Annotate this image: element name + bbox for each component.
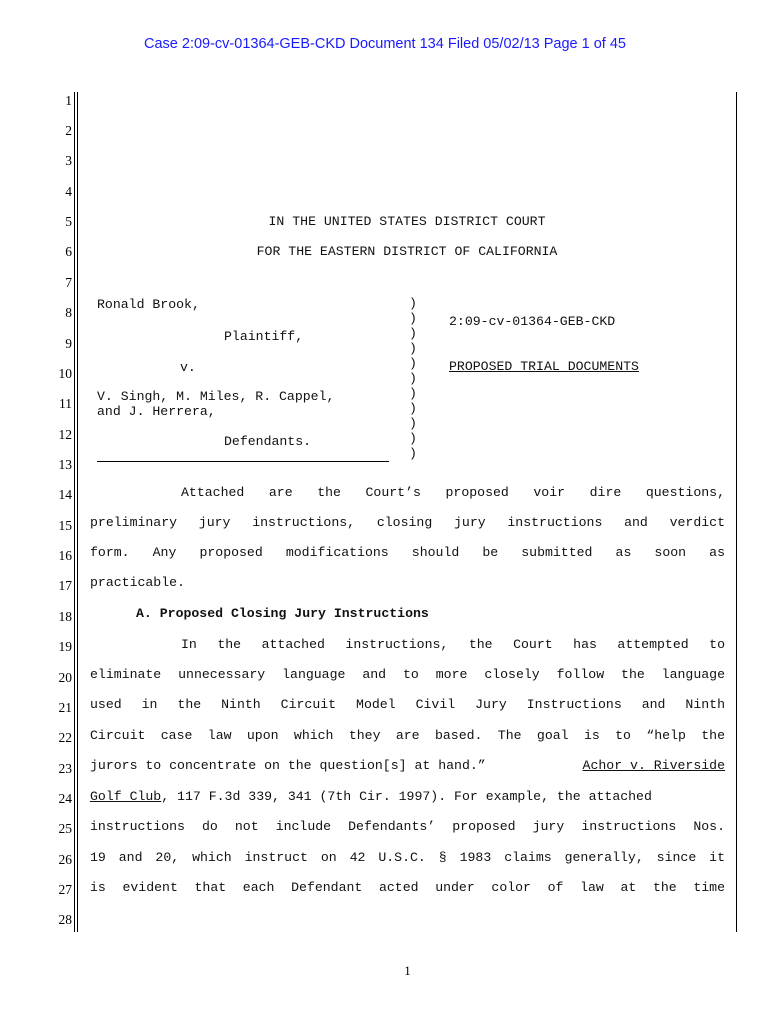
- line-number: 25: [58, 821, 72, 836]
- intro-line-1: Attached are the Court’s proposed voir dire questions,: [181, 485, 725, 500]
- line-number: 4: [65, 184, 72, 199]
- para-line-4: Circuit case law upon which they are based. The goal is to “help the: [90, 728, 725, 743]
- line-number: 6: [65, 244, 72, 259]
- caption-paren: ): [409, 446, 417, 461]
- caption-paren: ): [409, 371, 417, 386]
- plaintiff-role: Plaintiff,: [224, 329, 304, 344]
- line-number: 13: [58, 457, 72, 472]
- para-line-1: In the attached instructions, the Court has attempted to: [181, 637, 725, 652]
- caption-paren: ): [409, 311, 417, 326]
- case-citation-reporter: , 117 F.3d 339, 341 (7th Cir. 1997). For example, the attached: [161, 789, 652, 804]
- defendants-names-line2: and J. Herrera,: [97, 404, 216, 419]
- caption-paren: ): [409, 356, 417, 371]
- caption-paren: ): [409, 431, 417, 446]
- line-number: 2: [65, 123, 72, 138]
- line-number: 8: [65, 305, 72, 320]
- para-line-2: eliminate unnecessary language and to more closely follow the language: [90, 667, 725, 682]
- caption-underline: [97, 461, 389, 462]
- document-title: PROPOSED TRIAL DOCUMENTS: [449, 359, 639, 374]
- line-number: 21: [58, 700, 72, 715]
- para-line-7: instructions do not include Defendants’ proposed jury instructions Nos.: [90, 819, 725, 834]
- line-number: 19: [58, 639, 72, 654]
- caption-paren: ): [409, 386, 417, 401]
- intro-line-2: preliminary jury instructions, closing jury instructions and verdict: [90, 515, 725, 530]
- line-number: 16: [58, 548, 72, 563]
- line-number: 20: [58, 670, 72, 685]
- plaintiff-name: Ronald Brook,: [97, 297, 200, 312]
- line-number: 10: [58, 366, 72, 381]
- line-number: 24: [58, 791, 72, 806]
- page-number: 1: [404, 963, 411, 978]
- left-margin-rule-inner: [77, 92, 78, 932]
- para-line-8: 19 and 20, which instruct on 42 U.S.C. § 1983 claims generally, since it: [90, 850, 725, 865]
- versus: v.: [180, 360, 196, 375]
- left-margin-rule-outer: [74, 92, 75, 932]
- line-number: 5: [65, 214, 72, 229]
- intro-line-4: practicable.: [90, 575, 185, 590]
- caption-paren: ): [409, 341, 417, 356]
- line-number: 22: [58, 730, 72, 745]
- line-number: 28: [58, 912, 72, 927]
- para-line-5-text: jurors to concentrate on the question[s] at hand.”: [90, 758, 486, 773]
- ecf-header: Case 2:09-cv-01364-GEB-CKD Document 134 Filed 05/02/13 Page 1 of 45: [144, 36, 626, 52]
- defendants-role: Defendants.: [224, 434, 312, 449]
- para-line-3: used in the Ninth Circuit Model Civil Jury Instructions and Ninth: [90, 697, 725, 712]
- defendants-names-line1: V. Singh, M. Miles, R. Cappel,: [97, 389, 335, 404]
- line-number: 17: [58, 578, 72, 593]
- line-number: 9: [65, 336, 72, 351]
- court-name-line1: IN THE UNITED STATES DISTRICT COURT: [268, 214, 546, 229]
- caption-paren: ): [409, 416, 417, 431]
- caption-paren: ): [409, 401, 417, 416]
- line-number: 7: [65, 275, 72, 290]
- line-number: 14: [58, 487, 72, 502]
- line-number: 12: [58, 427, 72, 442]
- line-number: 23: [58, 761, 72, 776]
- caption-paren: ): [409, 296, 417, 311]
- caption-paren: ): [409, 326, 417, 341]
- para-line-6: [90, 789, 725, 804]
- line-number: 3: [65, 153, 72, 168]
- line-number: 18: [58, 609, 72, 624]
- case-number: 2:09-cv-01364-GEB-CKD: [449, 314, 616, 329]
- line-number: 11: [59, 396, 72, 411]
- line-number: 1: [65, 93, 72, 108]
- case-citation-name-cont: Golf Club: [90, 789, 162, 804]
- para-line-9: is evident that each Defendant acted under color of law at the time: [90, 880, 725, 895]
- line-number: 15: [58, 518, 72, 533]
- para-line-5: [90, 758, 725, 773]
- line-number: 27: [58, 882, 72, 897]
- right-margin-rule: [736, 92, 737, 932]
- section-heading: A. Proposed Closing Jury Instructions: [136, 606, 429, 621]
- line-number: 26: [58, 852, 72, 867]
- court-name-line2: FOR THE EASTERN DISTRICT OF CALIFORNIA: [256, 244, 558, 259]
- case-citation-name: Achor v. Riverside: [582, 758, 725, 773]
- intro-line-3: form. Any proposed modifications should be submitted as soon as: [90, 545, 725, 560]
